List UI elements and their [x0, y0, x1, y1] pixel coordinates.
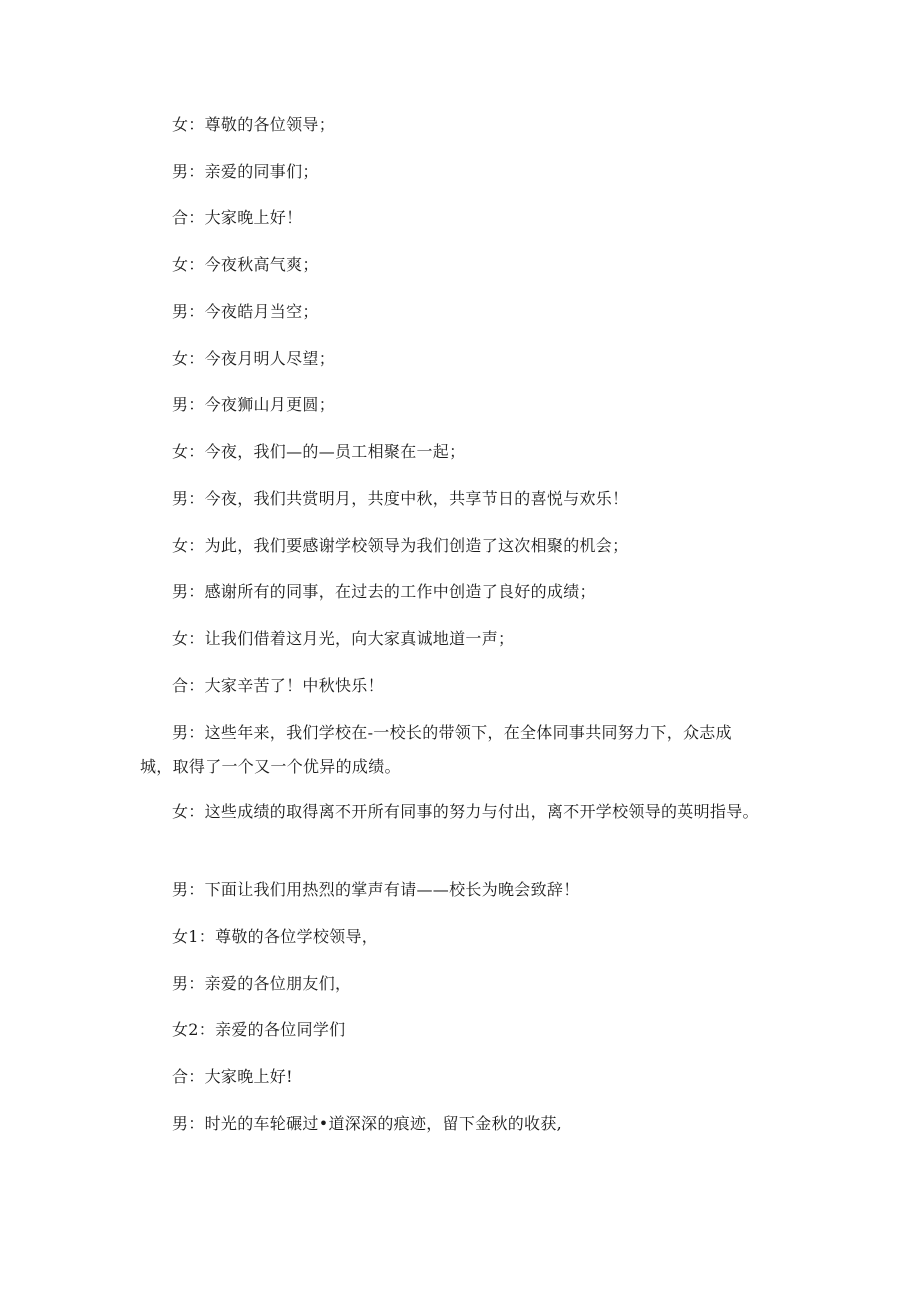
- paragraph: 女2：亲爱的各位同学们: [172, 1020, 346, 1039]
- paragraph: 女1：尊敬的各位学校领导，: [172, 927, 379, 946]
- paragraph: 女：今夜月明人尽望；: [172, 349, 336, 368]
- paragraph: 男：今夜，我们共赏明月，共度中秋，共享节日的喜悦与欢乐！: [172, 489, 629, 508]
- paragraph: 合：大家晚上好!: [172, 1067, 293, 1086]
- paragraph: 女：今夜，我们—的—员工相聚在一起；: [172, 442, 466, 461]
- paragraph: 合：大家晚上好！: [172, 208, 303, 227]
- paragraph: 女：为此，我们要感谢学校领导为我们创造了这次相聚的机会；: [172, 536, 629, 555]
- paragraph: 男：今夜皓月当空；: [172, 302, 319, 321]
- paragraph: 女：这些成绩的取得离不开所有同事的努力与付出，离不开学校领导的英明指导。: [172, 802, 759, 821]
- paragraph: 男：时光的车轮碾过•道深深的痕迹，留下金秋的收获,: [172, 1114, 563, 1133]
- paragraph: 男：亲爱的各位朋友们，: [172, 974, 352, 993]
- paragraph: 男：这些年来，我们学校在-一校长的带领下，在全体同事共同努力下，众志成城，取得了一个又一个优异的成绩。: [140, 723, 732, 776]
- paragraph: 女：尊敬的各位领导；: [172, 115, 336, 134]
- paragraph: 男：今夜狮山月更圆；: [172, 395, 336, 414]
- paragraph: 男：感谢所有的同事，在过去的工作中创造了良好的成绩；: [172, 582, 596, 601]
- paragraph: 女：让我们借着这月光，向大家真诚地道一声；: [172, 629, 515, 648]
- paragraph: 合：大家辛苦了！中秋快乐！: [172, 676, 384, 695]
- paragraph: 女：今夜秋高气爽；: [172, 255, 319, 274]
- paragraph: 男：亲爱的同事们；: [172, 162, 319, 181]
- paragraph: 男：下面让我们用热烈的掌声有请——校长为晚会致辞！: [172, 880, 580, 899]
